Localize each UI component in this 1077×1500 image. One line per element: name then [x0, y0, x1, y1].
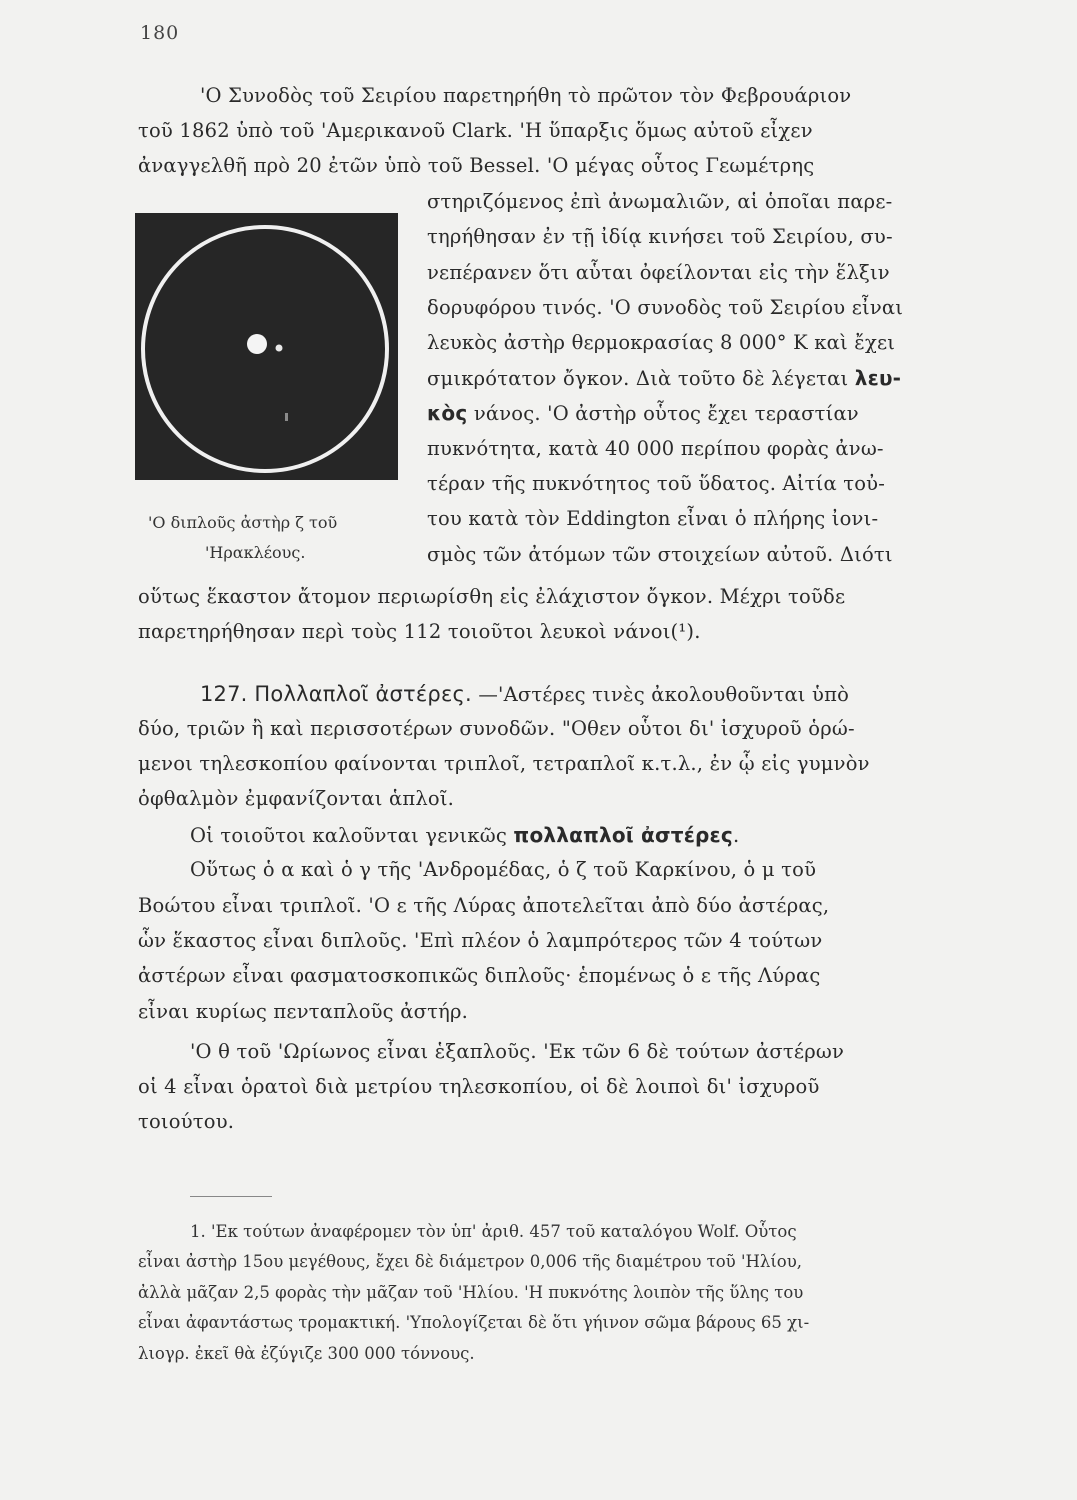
- double-star-figure: [135, 213, 398, 480]
- line-text: —'Αστέρες τινὲς ἀκολουθοῦνται ὑπὸ: [478, 683, 850, 706]
- paragraph-line: δύο, τριῶν ἢ καὶ περισσοτέρων συνοδῶν. "Οθεν οὗτοι δι' ἰσχυροῦ ὁρώ-: [138, 717, 855, 740]
- paragraph-line: τοῦ 1862 ὑπὸ τοῦ 'Αμερικανοῦ Clark. 'Η ὕπαρξις ὅμως αὐτοῦ εἶχεν: [138, 119, 813, 142]
- period: .: [732, 824, 740, 847]
- paragraph-line: μενοι τηλεσκοπίου φαίνονται τριπλοῖ, τετραπλοῖ κ.τ.λ., ἐν ᾧ εἰς γυμνὸν: [138, 752, 870, 775]
- paragraph-line: σμὸς τῶν ἀτόμων τῶν στοιχείων αὐτοῦ. Διότι: [427, 543, 893, 566]
- paragraph-line: Οὕτως ὁ α καὶ ὁ γ τῆς 'Ανδρομέδας, ὁ ζ τοῦ Καρκίνου, ὁ μ τοῦ: [190, 858, 817, 881]
- footnote-line: εἶναι ἀφαντάστως τρομακτική. 'Υπολογίζεται δὲ ὅτι γήινον σῶμα βάρους 65 χι-: [138, 1313, 810, 1332]
- paragraph-line: 'Ο Συνοδὸς τοῦ Σειρίου παρετηρήθη τὸ πρῶτον τὸν Φεβρουάριον: [200, 84, 852, 107]
- paragraph-line: ὧν ἕκαστος εἶναι διπλοῦς. 'Επὶ πλέον ὁ λαμπρότερος τῶν 4 τούτων: [138, 929, 823, 952]
- bold-term-pollaploi: πολλαπλοῖ ἀστέρες: [513, 823, 733, 847]
- paragraph-line: δορυφόρου τινός. 'Ο συνοδὸς τοῦ Σειρίου εἶναι: [427, 296, 904, 319]
- bold-term-leukos: λευ-: [854, 366, 902, 390]
- line-text: σμικρότατον ὄγκον. Διὰ τοῦτο δὲ λέγεται: [427, 367, 849, 390]
- footnote-line: εἶναι ἀστὴρ 15ου μεγέθους, ἔχει δὲ διάμετρον 0,006 τῆς διαμέτρου τοῦ 'Ηλίου,: [138, 1252, 803, 1271]
- paragraph-line: ὀφθαλμὸν ἐμφανίζονται ἁπλοῖ.: [138, 787, 455, 810]
- paragraph-line: 'Ο θ τοῦ 'Ωρίωνος εἶναι ἑξαπλοῦς. 'Εκ τῶν 6 δὲ τούτων ἀστέρων: [190, 1040, 845, 1063]
- line-text: νάνος. 'Ο ἀστὴρ οὗτος ἔχει τεραστίαν: [473, 402, 859, 425]
- footnote-rule: [190, 1196, 272, 1197]
- paragraph-line: ἀστέρων εἶναι φασματοσκοπικῶς διπλοῦς· ἑπομένως ὁ ε τῆς Λύρας: [138, 964, 821, 987]
- telescope-view-image: [135, 213, 398, 480]
- paragraph-line: νεπέρανεν ὅτι αὗται ὀφείλονται εἰς τὴν ἕλξιν: [427, 261, 890, 284]
- paragraph-line: Βοώτου εἶναι τριπλοῖ. 'Ο ε τῆς Λύρας ἀποτελεῖται ἀπὸ δύο ἀστέρας,: [138, 894, 830, 917]
- section-line: [200, 684, 849, 705]
- paragraph-line: ἀναγγελθῆ πρὸ 20 ἐτῶν ὑπὸ τοῦ Bessel. 'Ο μέγας οὗτος Γεωμέτρης: [138, 154, 815, 177]
- footnote-line: 1. 'Εκ τούτων ἀναφέρομεν τὸν ὑπ' ἀριθ. 457 τοῦ καταλόγου Wolf. Οὗτος: [190, 1222, 797, 1241]
- footnote-line: ἀλλὰ μᾶζαν 2,5 φορὰς τὴν μᾶζαν τοῦ 'Ηλίου. 'Η πυκνότης λοιπὸν τῆς ὕλης του: [138, 1283, 804, 1302]
- figure-caption: 'Ο διπλοῦς ἀστὴρ ζ τοῦ: [148, 513, 338, 532]
- page-number: 180: [140, 22, 180, 44]
- paragraph-line: λευκὸς ἀστὴρ θερμοκρασίας 8 000° K καὶ ἔχει: [427, 331, 896, 354]
- paragraph-line: [190, 825, 739, 846]
- line-text: Οἱ τοιοῦτοι καλοῦνται γενικῶς: [190, 824, 508, 847]
- paragraph-line: στηριζόμενος ἐπὶ ἀνωμαλιῶν, αἱ ὁποῖαι παρε-: [427, 190, 893, 213]
- section-heading: 127. Πολλαπλοῖ ἀστέρες.: [200, 682, 472, 706]
- paragraph-line: τηρήθησαν ἐν τῇ ἰδίᾳ κινήσει τοῦ Σειρίου, συ-: [427, 225, 893, 248]
- figure-caption: 'Ηρακλέους.: [205, 543, 306, 562]
- paragraph-line: παρετηρήθησαν περὶ τοὺς 112 τοιοῦτοι λευκοὶ νάνοι(¹).: [138, 620, 701, 643]
- paragraph-line: πυκνότητα, κατὰ 40 000 περίπου φορὰς ἀνω-: [427, 437, 884, 460]
- footnote-line: λιογρ. ἐκεῖ θὰ ἐζύγιζε 300 000 τόννους.: [138, 1344, 475, 1363]
- paragraph-line: εἶναι κυρίως πενταπλοῦς ἀστήρ.: [138, 1000, 469, 1023]
- paragraph-line: [427, 368, 901, 389]
- paragraph-line: τέραν τῆς πυκνότητος τοῦ ὕδατος. Αἰτία τοὐ-: [427, 472, 886, 495]
- paragraph-line: [427, 403, 859, 424]
- paragraph-line: του κατὰ τὸν Eddington εἶναι ὁ πλήρης ἰονι-: [427, 507, 879, 530]
- paragraph-line: οἱ 4 εἶναι ὁρατοὶ διὰ μετρίου τηλεσκοπίου, οἱ δὲ λοιποὶ δι' ἰσχυροῦ: [138, 1075, 820, 1098]
- bold-term-kos: κὸς: [427, 401, 468, 425]
- paragraph-line: οὕτως ἕκαστον ἄτομον περιωρίσθη εἰς ἐλάχιστον ὄγκον. Μέχρι τοῦδε: [138, 585, 846, 608]
- paragraph-line: τοιούτου.: [138, 1110, 235, 1133]
